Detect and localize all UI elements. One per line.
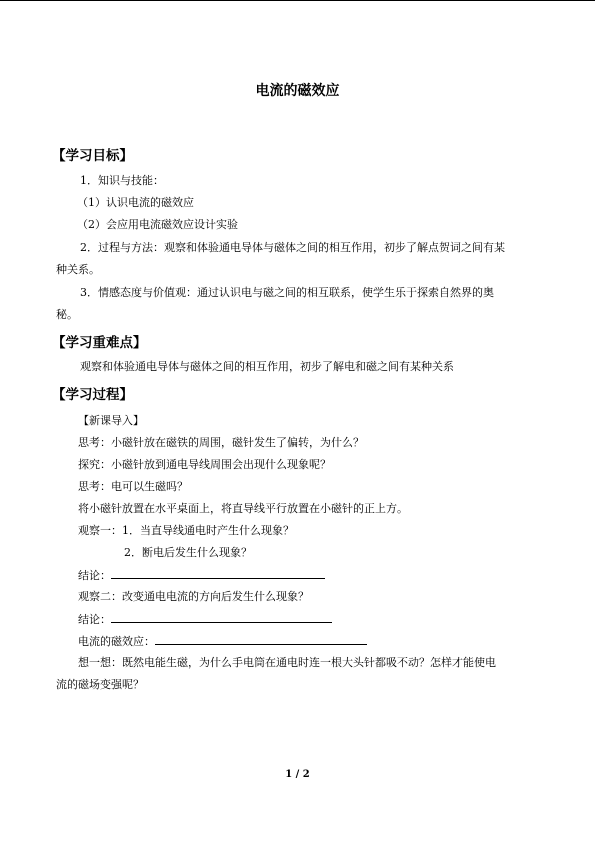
definition-label: 电流的磁效应： xyxy=(78,635,155,648)
answer-blank[interactable] xyxy=(111,612,332,623)
top-border-line xyxy=(0,0,595,1)
goal-line: （1）认识电流的磁效应 xyxy=(77,196,194,209)
goal-line: 种关系。 xyxy=(56,263,100,276)
page-number: 1 / 2 xyxy=(285,769,310,780)
process-line: 思考：小磁针放在磁铁的周围，磁针发生了偏转，为什么？ xyxy=(78,436,364,449)
conclusion-label: 结论： xyxy=(78,613,111,626)
goal-line: 3．情感态度与价值观：通过认识电与磁之间的相互联系，使学生乐于探索自然界的奥 xyxy=(80,286,494,299)
goal-line: 1．知识与技能： xyxy=(80,174,164,187)
goal-line: 2．过程与方法：观察和体验通电导体与磁体之间的相互作用，初步了解点贺词之间有某 xyxy=(80,241,505,254)
goal-line: 秘。 xyxy=(56,308,78,321)
page-title: 电流的磁效应 xyxy=(255,83,340,99)
definition-line xyxy=(78,634,367,649)
section-heading-process: 【学习过程】 xyxy=(52,387,133,403)
process-line: 流的磁场变强呢？ xyxy=(56,678,144,691)
section-heading-keypoints: 【学习重难点】 xyxy=(52,335,147,351)
process-line: 2．断电后发生什么现象？ xyxy=(124,546,252,559)
process-line: 观察一：1．当直导线通电时产生什么现象？ xyxy=(78,524,294,537)
conclusion-line xyxy=(78,568,325,583)
section-heading-goals: 【学习目标】 xyxy=(52,148,133,164)
conclusion-line xyxy=(78,612,332,627)
process-line: 观察二：改变通电电流的方向后发生什么现象？ xyxy=(78,590,309,603)
process-line: 探究：小磁针放到通电导线周围会出现什么现象呢？ xyxy=(78,458,331,471)
process-line: 【新课导入】 xyxy=(78,414,144,427)
answer-blank[interactable] xyxy=(155,634,367,645)
process-line: 将小磁针放置在水平桌面上，将直导线平行放置在小磁针的正上方。 xyxy=(78,502,408,515)
goal-line: （2）会应用电流磁效应设计实验 xyxy=(77,218,238,231)
answer-blank[interactable] xyxy=(111,568,325,579)
process-line: 思考：电可以生磁吗？ xyxy=(78,480,188,493)
process-line: 想一想：既然电能生磁，为什么手电筒在通电时连一根大头针都吸不动？怎样才能使电 xyxy=(78,656,496,669)
conclusion-label: 结论： xyxy=(78,569,111,582)
keypoints-text: 观察和体验通电导体与磁体之间的相互作用，初步了解电和磁之间有某种关系 xyxy=(80,360,454,373)
